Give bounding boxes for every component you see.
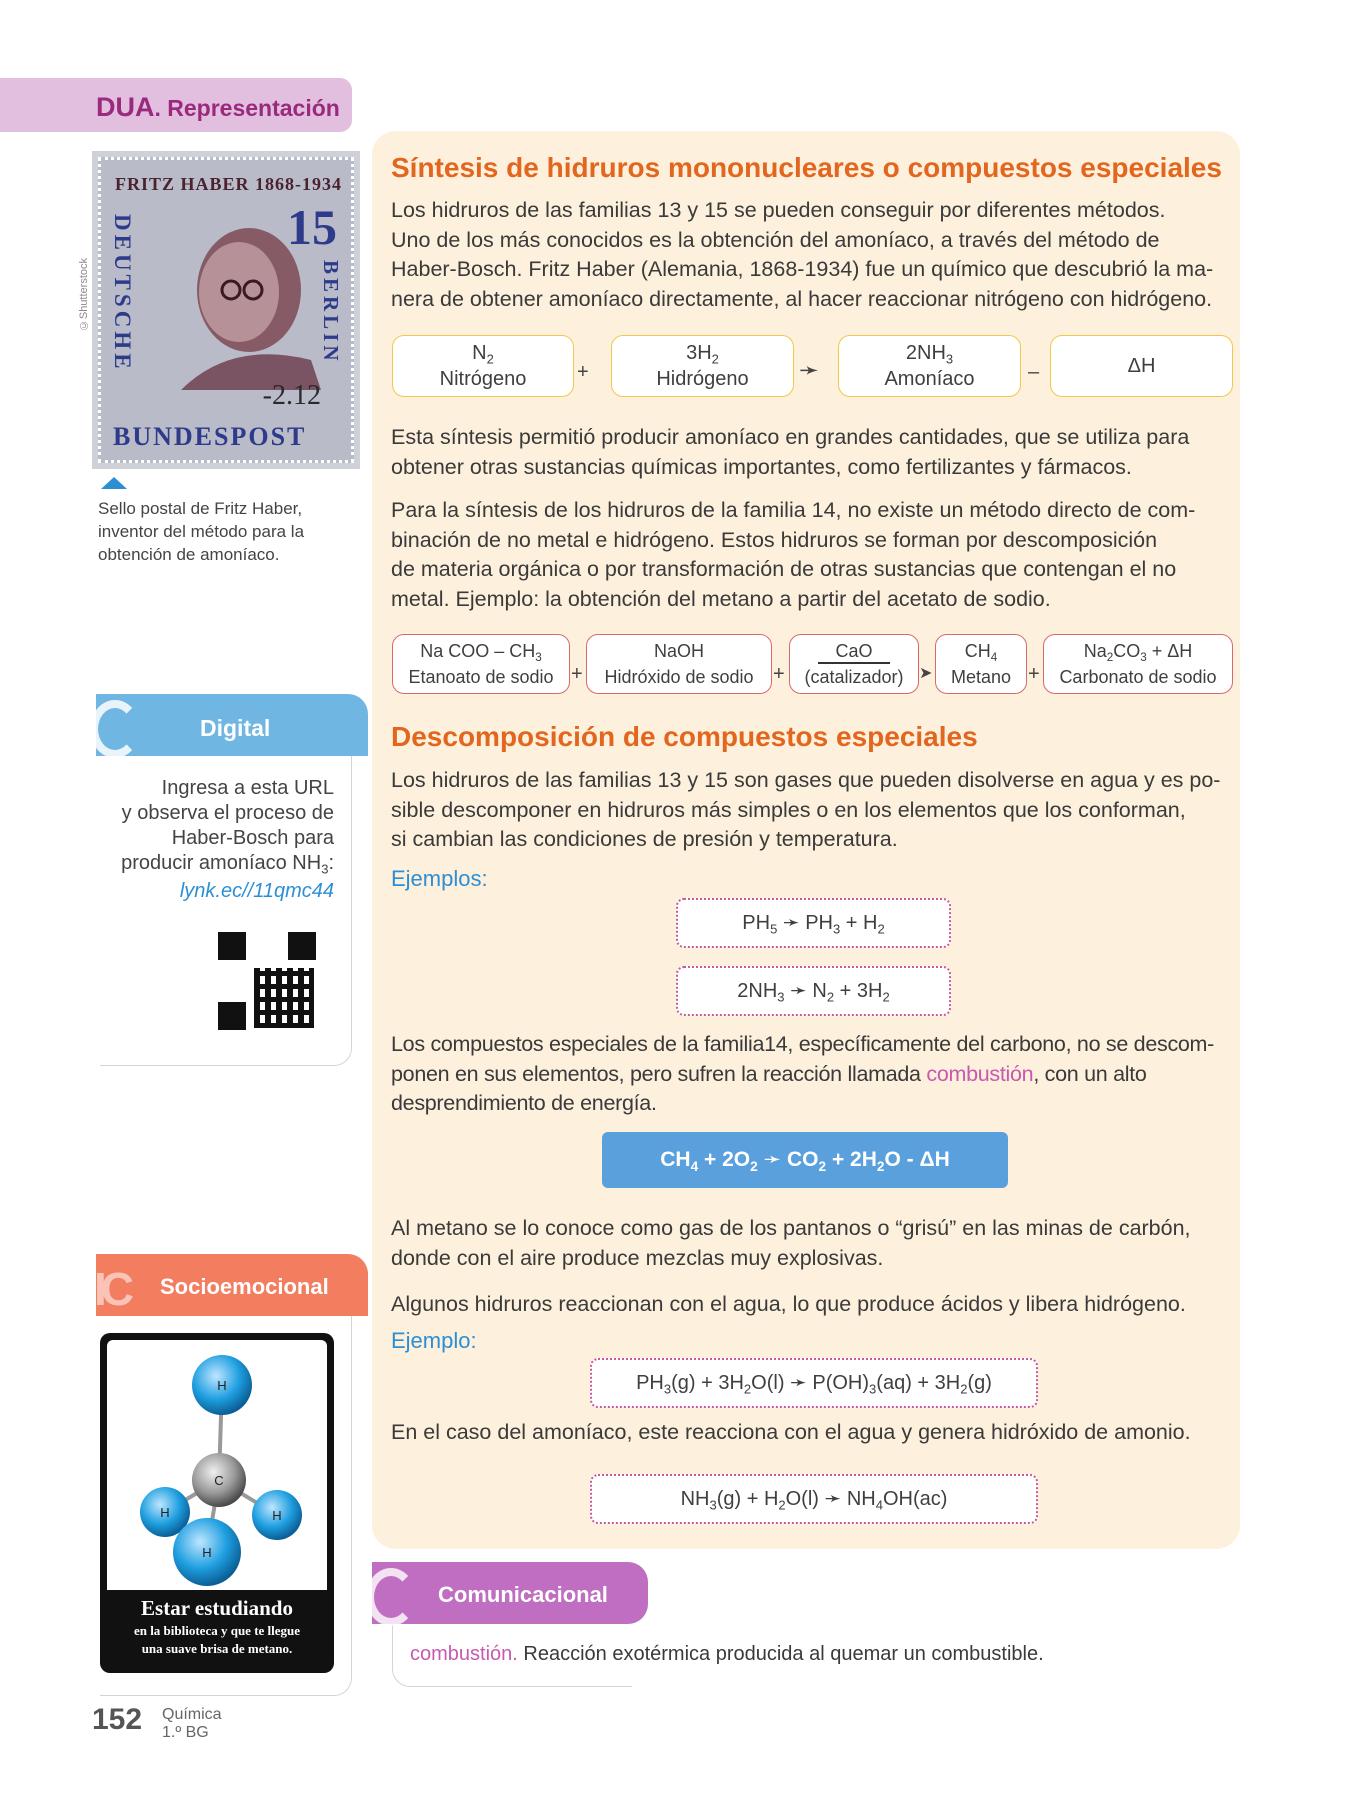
methane-molecule-image [107, 1340, 327, 1590]
stamp-right-text: BERLIN [319, 260, 343, 365]
meme-caption-sub [100, 1622, 334, 1658]
eq-formula [612, 340, 793, 366]
section1-title: Síntesis de hidruros mononucleares o compuestos especiales [391, 152, 1222, 183]
eq-part: CO [787, 1148, 819, 1171]
eq-formula: ΔH [1127, 355, 1156, 377]
eq2-plus: + [773, 663, 785, 685]
eq2-box-etanoato [392, 634, 570, 694]
eq-formula-part: + ΔH [1146, 641, 1193, 661]
example-eq-4 [590, 1474, 1038, 1524]
atom-label-h: H [217, 1378, 227, 1393]
digital-text-line: y observa el proceso de [121, 802, 334, 824]
text-part: , con un alto [1033, 1061, 1147, 1086]
section2-title: Descomposición de compuestos especiales [391, 721, 978, 752]
section2-paragraph-2 [391, 1030, 1229, 1119]
text-line: si cambian las condiciones de presión y temperatura. [391, 827, 898, 851]
eq-formula: CaO [835, 641, 873, 661]
arrow-icon: ➛ [790, 1372, 807, 1394]
eq-name: Nitrógeno [439, 368, 527, 390]
socio-title: Socioemocional [160, 1274, 329, 1299]
text-line: Haber-Bosch. Fritz Haber (Alemania, 1868-1934) fue un químico que descubrió la ma- [391, 257, 1214, 281]
eq2-arrow-icon: ➤ [919, 665, 933, 682]
examples-label: Ejemplos: [391, 866, 488, 891]
section1-paragraph-2 [391, 423, 1229, 482]
meme-caption-line: una suave brisa de metano. [141, 1641, 293, 1656]
eq2-plus: + [1028, 663, 1040, 685]
comunicacional-c-icon [366, 1568, 416, 1626]
eq-formula-sub: 4 [990, 651, 998, 665]
eq-sub: 3 [663, 1381, 672, 1397]
eq-arrow-icon: ➛ [799, 357, 820, 384]
eq-part: + 2O [698, 1148, 751, 1171]
caption-triangle-icon [101, 477, 127, 489]
eq-part: O - ΔH [884, 1148, 950, 1171]
eq-box-enthalpy [1050, 335, 1233, 397]
eq-name: Hidróxido de sodio [604, 667, 754, 687]
eq-name: Etanoato de sodio [408, 667, 554, 687]
eq-formula [936, 638, 1026, 664]
eq2-box-methane [935, 634, 1027, 694]
section1-paragraph-3 [391, 496, 1229, 614]
text-line: Al metano se lo conoce como gas de los pantanos o “grisú” en las minas de carbón, [391, 1216, 1191, 1240]
dua-tab-label: . Representación [154, 95, 340, 121]
eq-box-hydrogen [611, 335, 794, 397]
eq2-box-naoh [586, 634, 772, 694]
eq-formula [1044, 638, 1232, 664]
eq-sub: 3 [833, 921, 841, 937]
eq-part: (g) [967, 1372, 992, 1394]
digital-c-icon [90, 700, 140, 758]
eq-part: O(l) [785, 1488, 819, 1510]
eq-part: + 2H [826, 1148, 877, 1171]
eq-part: 2NH [737, 980, 778, 1002]
eq-formula-sub: 2 [1106, 651, 1114, 665]
eq-name: Carbonato de sodio [1059, 667, 1217, 687]
meme-caption-main: Estar estudiando [141, 1596, 293, 1620]
atom-label-c: C [214, 1473, 224, 1488]
glossary-term-combustion: combustión [926, 1061, 1034, 1086]
text-line: Los hidruros de las familias 13 y 15 se pueden conseguir por diferentes métodos. [391, 198, 1166, 222]
eq-part: PH [805, 912, 833, 934]
eq-sub: 2 [960, 1381, 968, 1397]
digital-text-part: producir amoníaco NH [121, 852, 322, 874]
text-line: desprendimiento de energía. [391, 1091, 657, 1115]
text-line: Para la síntesis de los hidruros de la familia 14, no existe un método directo de com- [391, 498, 1196, 522]
text-line: metal. Ejemplo: la obtención del metano a partir del acetato de sodio. [391, 586, 1051, 611]
text-line: nera de obtener amoníaco directamente, al hacer reaccionar nitrógeno con hidrógeno. [391, 286, 1213, 311]
eq-formula [393, 638, 569, 664]
text-line: de materia orgánica o por transformación de otras sustancias que contengan el no [391, 557, 1177, 581]
eq-part: (aq) + 3H [876, 1372, 961, 1394]
section2-paragraph-1 [391, 766, 1229, 855]
example-eq-2 [676, 966, 951, 1016]
eq-part: CH [660, 1148, 691, 1171]
eq-part: (g) + 3H [671, 1372, 744, 1394]
example-label: Ejemplo: [391, 1328, 477, 1353]
socio-ic-icon: IC [94, 1263, 128, 1315]
glossary-text: Reacción exotérmica producida al quemar un combustible. [517, 1643, 1044, 1665]
eq-formula-part: Na [1083, 641, 1107, 661]
atom-label-h: H [160, 1505, 170, 1520]
eq-part: P(OH) [812, 1372, 870, 1394]
eq-box-ammonia [838, 335, 1021, 397]
dua-tab-strong: DUA [96, 92, 155, 122]
text-line: Uno de los más conocidos es la obtención del amoníaco, a través del método de [391, 227, 1160, 252]
page-number: 152 [92, 1703, 143, 1736]
eq-sub: 2 [877, 921, 885, 937]
eq-sub: 4 [875, 1497, 883, 1513]
digital-title: Digital [200, 715, 271, 741]
digital-text-line: Haber-Bosch para [171, 827, 334, 849]
arrow-icon: ➛ [824, 1488, 842, 1510]
text-line: binación de no metal e hidrógeno. Estos hidruros se forman por descomposición [391, 527, 1158, 552]
eq-formula-part: CH [964, 641, 991, 661]
eq-formula-sub: 3 [1140, 651, 1147, 665]
eq-part: O(l) [751, 1372, 785, 1394]
atom-label-h: H [272, 1508, 282, 1523]
eq-part: OH(ac) [882, 1488, 948, 1510]
eq-sub: 2 [778, 1497, 786, 1513]
eq-sub: 3 [709, 1497, 717, 1513]
eq-name: Amoníaco [884, 368, 975, 390]
eq2-plus: + [571, 663, 583, 685]
eq-part: N [812, 980, 827, 1002]
fritz-haber-stamp-image [98, 157, 354, 463]
eq-formula-part: N [472, 342, 487, 364]
eq-formula-sub: 3 [945, 351, 954, 367]
eq-sub: 3 [777, 989, 785, 1005]
eq-sub: 2 [826, 989, 835, 1005]
arrow-icon: ➛ [782, 912, 800, 934]
eq-sub: 5 [770, 921, 778, 937]
example-eq-1 [676, 898, 951, 948]
eq2-box-carbonate [1043, 634, 1233, 694]
meme-caption-line: en la biblioteca y que te llegue [133, 1623, 301, 1638]
eq-formula-part: CO [1113, 641, 1141, 661]
glossary-term: combustión. [410, 1643, 518, 1665]
eq-formula-sub: 3 [535, 651, 542, 665]
text-line: sible descomponer en hidruros más simples o en los elementos que los conforman, [391, 797, 1186, 822]
text-line: Los hidruros de las familias 13 y 15 son gases que pueden disolverse en agua y es po- [391, 768, 1221, 792]
eq-formula [393, 340, 573, 366]
eq-name: Hidrógeno [656, 368, 749, 390]
eq-part: NH [846, 1488, 876, 1510]
combustion-equation [602, 1132, 1008, 1188]
digital-text [110, 776, 334, 876]
digital-text-part: : [328, 852, 334, 874]
eq-sub: 2 [876, 1158, 885, 1174]
stamp-caption: Sello postal de Fritz Haber, inventor del método para la obtención de amoníaco. [98, 499, 305, 564]
eq2-box-catalyst [789, 634, 919, 694]
eq-sub: 2 [743, 1381, 752, 1397]
arrow-icon: ➛ [763, 1148, 782, 1171]
eq-name: (catalizador) [804, 667, 904, 687]
text-line: Esta síntesis permitió producir amoníaco en grandes cantidades, que se utiliza para [391, 425, 1190, 449]
comunicacional-title: Comunicacional [438, 1582, 608, 1607]
arrow-icon: ➛ [790, 980, 807, 1002]
section2-paragraph-4: Algunos hidruros reaccionan con el agua, lo que produce ácidos y libera hidrógeno. [391, 1292, 1186, 1316]
example-eq-3 [590, 1358, 1038, 1408]
digital-text-sub: 3 [321, 861, 329, 877]
eq-part: PH [742, 912, 771, 934]
page-subject [162, 1706, 222, 1742]
digital-url-link[interactable]: lynk.ec//11qmc44 [179, 880, 334, 902]
eq-formula-sub: 2 [486, 351, 494, 367]
eq-part: NH [680, 1488, 710, 1510]
dua-tab [0, 78, 352, 132]
text-part: ponen en sus elementos, pero sufren la reacción llamada [391, 1061, 927, 1086]
methane-molecule-svg [107, 1340, 327, 1590]
text-line: donde con el aire produce mezclas muy explosivas. [391, 1245, 884, 1270]
eq-part: (g) + H [716, 1488, 779, 1510]
eq-name: Metano [950, 667, 1012, 687]
text-line: obtener otras sustancias químicas importantes, como fertilizantes y fármacos. [391, 454, 1132, 479]
eq-plus: + [577, 361, 589, 383]
digital-text-line [110, 851, 334, 876]
section1-paragraph-1 [391, 196, 1229, 314]
grade-level: 1.º BG [162, 1724, 209, 1741]
stamp-overprint: -2.12 [262, 380, 321, 411]
image-credit: ©Shutterstock [78, 258, 90, 332]
eq-minus: – [1028, 361, 1040, 383]
stamp-left-text: DEUTSCHE [110, 214, 135, 373]
eq-sub: 2 [750, 1158, 758, 1174]
eq-part: + 3H [834, 980, 883, 1002]
atom-label-h: H [202, 1545, 212, 1560]
stamp-top-text: FRITZ HABER 1868-1934 [115, 174, 343, 194]
eq-formula [839, 340, 1020, 366]
eq-formula-part: 3H [686, 342, 712, 364]
eq-formula-part: Na COO – CH [420, 641, 536, 661]
subject-name: Química [162, 1706, 222, 1723]
digital-text-line: Ingresa a esta URL [161, 777, 334, 799]
eq-formula-sub: 2 [711, 351, 719, 367]
stamp-bottom-text: BUNDESPOST [113, 422, 307, 451]
eq-box-nitrogen [392, 335, 574, 397]
eq-part: PH [636, 1372, 664, 1394]
eq-sub: 3 [869, 1381, 877, 1397]
eq-formula-part: 2NH [905, 342, 946, 364]
eq-formula: NaOH [653, 641, 704, 661]
section2-paragraph-3 [391, 1214, 1229, 1273]
eq-sub: 2 [818, 1158, 827, 1174]
eq-part: + H [840, 912, 878, 934]
stamp-value: 15 [287, 199, 337, 255]
qr-code[interactable] [218, 932, 316, 1030]
glossary-definition [410, 1643, 1044, 1666]
eq-sub: 2 [882, 989, 890, 1005]
text-line [391, 1060, 1229, 1090]
eq-sub: 4 [690, 1158, 699, 1174]
section2-paragraph-5: En el caso del amoníaco, este reacciona con el agua y genera hidróxido de amonio. [391, 1420, 1191, 1444]
text-line: Los compuestos especiales de la familia14, específicamente del carbono, no se descom- [391, 1032, 1215, 1056]
